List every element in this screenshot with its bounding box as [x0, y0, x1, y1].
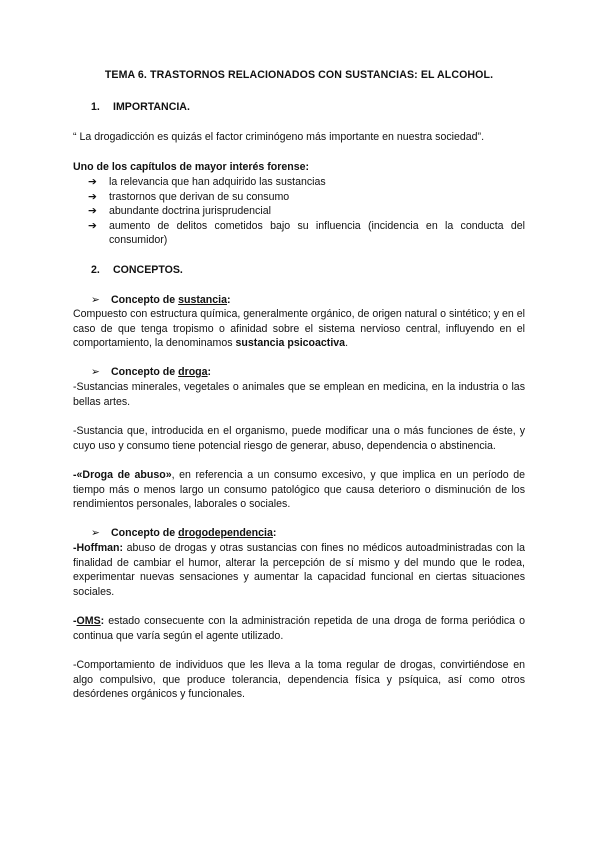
forensic-heading: Uno de los capítulos de mayor interés forense:	[73, 161, 310, 173]
term-hoffman: -Hoffman:	[73, 542, 124, 554]
section-number: 1.	[91, 101, 100, 113]
subheading-droga: ➢ Concepto de droga:	[91, 366, 212, 378]
subheading-sustancia: ➢ Concepto de sustancia:	[91, 294, 231, 306]
section-heading-conceptos	[91, 263, 543, 278]
page-title: TEMA 6. TRASTORNOS RELACIONADOS CON SUSTANCIAS: EL ALCOHOL.	[104, 69, 494, 81]
arrow-right-icon: ➔	[88, 190, 97, 203]
triangle-bullet-icon: ➢	[91, 527, 100, 539]
subheading-drogodependencia: ➢ Concepto de drogodependencia:	[91, 527, 277, 539]
arrow-right-icon: ➔	[88, 219, 97, 232]
section-heading-importancia	[91, 100, 543, 115]
list-item: ➔ la relevancia que han adquirido las sustancias	[88, 176, 326, 188]
term-droga: droga	[178, 366, 208, 378]
droga-paragraph-3: -«Droga de abuso», en referencia a un consumo excesivo, y que implica en un período de tiempo más o menos largo un consumo patológico que causa deterioro o disminución de los rendimientos personales, laborales o sociales.	[73, 469, 525, 511]
triangle-bullet-icon: ➢	[91, 366, 100, 378]
oms-paragraph: -OMS: estado consecuente con la administración repetida de una droga de forma periódica o continua que varía según el agente utilizado.	[73, 615, 525, 642]
triangle-bullet-icon: ➢	[91, 294, 100, 306]
droga-paragraph-1: -Sustancias minerales, vegetales o animales que se emplean en medicina, en la industria o las bellas artes.	[73, 381, 525, 408]
term-drogodependencia: drogodependencia	[178, 527, 273, 539]
section-number: 2.	[91, 264, 100, 276]
sustancia-paragraph: Compuesto con estructura química, generalmente orgánico, de origen natural o sintético; y en el caso de que tenga tropismo o afinidad sobre el sistema nervioso central, influyendo en el comportamiento, la denominamos sustancia psicoactiva.	[73, 308, 525, 350]
term-sustancia: sustancia	[178, 294, 227, 306]
list-item: ➔ abundante doctrina jurisprudencial	[88, 205, 271, 218]
list-item: ➔ trastornos que derivan de su consumo	[88, 190, 290, 203]
section-label: CONCEPTOS.	[113, 264, 183, 276]
term-sustancia-psicoactiva: sustancia psicoactiva	[235, 337, 346, 350]
arrow-right-icon: ➔	[88, 205, 97, 218]
term-droga-de-abuso: -«Droga de abuso»	[73, 469, 172, 481]
section-label: IMPORTANCIA.	[113, 101, 190, 113]
quote-paragraph: “ La drogadicción es quizás el factor criminógeno más importante en nuestra sociedad”.	[73, 131, 485, 143]
list-item: ➔ aumento de delitos cometidos bajo su influencia (incidencia en la conducta del consumidor)	[88, 219, 525, 247]
term-oms: OMS	[76, 615, 101, 627]
hoffman-paragraph: -Hoffman: abuso de drogas y otras sustancias con fines no médicos autoadministradas con la finalidad de cambiar el humor, alterar la percepción de sí mismo y del mundo que le rodea, experimentar nuevas sensaciones y aumentar la capacidad funcional en ciertas situaciones sociales.	[73, 542, 525, 598]
comportamiento-paragraph: -Comportamiento de individuos que les lleva a la toma regular de drogas, convirtiéndose en algo compulsivo, que produce tolerancia, dependencia física y psíquica, así como otros desórdenes orgánicos y funcionales.	[73, 659, 525, 701]
droga-paragraph-2: -Sustancia que, introducida en el organismo, puede modificar una o más funciones de éste, y cuyo uso y consumo tiene potencial riesgo de generar, abuso, dependencia o abstinencia.	[73, 425, 525, 452]
arrow-right-icon: ➔	[88, 176, 97, 188]
forensic-list	[73, 175, 525, 248]
